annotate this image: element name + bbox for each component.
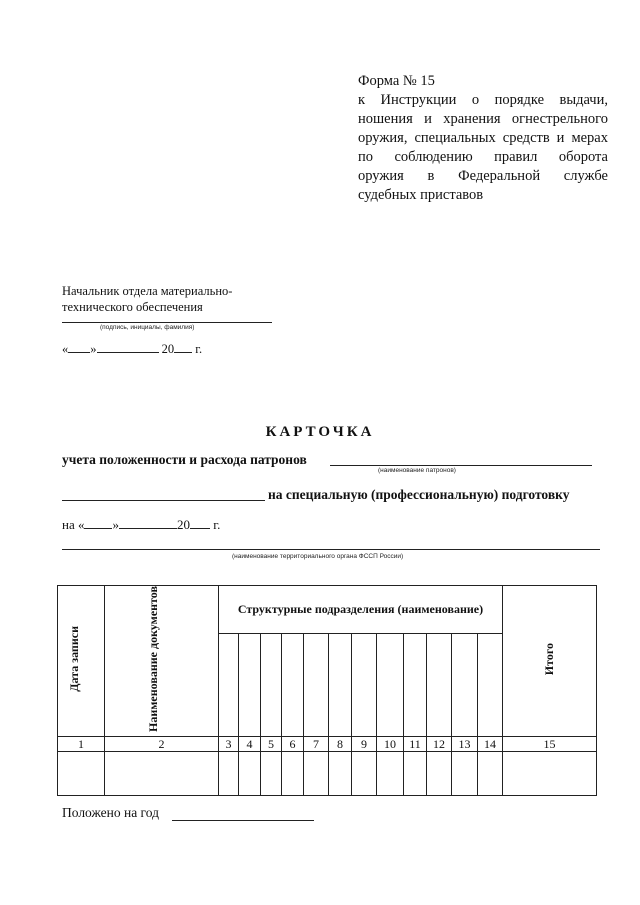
approval-day-field[interactable] [68, 352, 90, 353]
approval-block [62, 283, 232, 315]
unit-header-cell [377, 634, 404, 737]
table-cell[interactable] [404, 752, 427, 796]
table-cell[interactable] [452, 752, 478, 796]
col-num-3: 3 [219, 737, 239, 752]
col-num-5: 5 [261, 737, 282, 752]
approval-year: 20 [161, 342, 175, 356]
col-num-9: 9 [352, 737, 377, 752]
card-date-close: » [112, 517, 119, 532]
allotted-field[interactable] [172, 820, 314, 821]
approval-year-field[interactable] [174, 352, 192, 353]
table-cell[interactable] [352, 752, 377, 796]
unit-header-cell [452, 634, 478, 737]
unit-header-cell [261, 634, 282, 737]
approval-position-1: Начальник отдела материально- [62, 284, 233, 298]
form-number: Форма № 15 [358, 73, 435, 89]
table-row [58, 752, 597, 796]
table-cell[interactable] [261, 752, 282, 796]
card-year-field[interactable] [190, 528, 210, 529]
table-cell[interactable] [503, 752, 597, 796]
table-cell[interactable] [478, 752, 503, 796]
table-cell[interactable] [219, 752, 239, 796]
col-num-10: 10 [377, 737, 404, 752]
table-cell[interactable] [58, 752, 105, 796]
col-num-6: 6 [282, 737, 304, 752]
header-line-4: по соблюдению правил оборота [358, 149, 608, 165]
card-day-field[interactable] [84, 528, 112, 529]
approval-month-field[interactable] [97, 352, 159, 353]
unit-header-cell [239, 634, 261, 737]
header-line-1: к Инструкции о порядке выдачи, [358, 92, 608, 108]
table-cell[interactable] [329, 752, 352, 796]
unit-header-cell [404, 634, 427, 737]
approval-date-open: « [62, 342, 69, 356]
header-line-2: ношения и хранения огнестрельного [358, 111, 608, 127]
cartridge-name-field[interactable] [330, 465, 592, 466]
card-line-2: на специальную (профессиональную) подготовку [268, 487, 570, 502]
unit-header-cell [427, 634, 452, 737]
header-total: Итого [542, 642, 556, 676]
card-date [62, 517, 220, 533]
approval-date-close: » [90, 342, 97, 356]
training-prefix-field[interactable] [62, 500, 265, 501]
col-num-11: 11 [404, 737, 427, 752]
header-line-3: оружия, специальных средств и мерах [358, 130, 608, 146]
column-number-row [58, 737, 597, 752]
table-cell[interactable] [304, 752, 329, 796]
col-num-14: 14 [478, 737, 503, 752]
col-num-13: 13 [452, 737, 478, 752]
header-structural-units: Структурные подразделения (наименование) [219, 586, 503, 634]
cartridge-table [57, 585, 597, 796]
signature-line[interactable] [62, 322, 272, 323]
card-month-field[interactable] [119, 528, 177, 529]
signature-caption: (подпись, инициалы, фамилия) [100, 324, 195, 331]
table-cell[interactable] [427, 752, 452, 796]
unit-header-cell [478, 634, 503, 737]
approval-position-2: технического обеспечения [62, 300, 203, 314]
col-num-1: 1 [58, 737, 105, 752]
col-num-12: 12 [427, 737, 452, 752]
unit-header-cell [352, 634, 377, 737]
card-line-1: учета положенности и расхода патронов [62, 452, 307, 467]
header-date: Дата записи [67, 626, 81, 692]
unit-header-cell [219, 634, 239, 737]
card-title: КАРТОЧКА [265, 424, 375, 440]
col-num-7: 7 [304, 737, 329, 752]
allotted-label: Положено на год [62, 805, 159, 820]
table-cell[interactable] [239, 752, 261, 796]
approval-date [62, 342, 202, 357]
table-cell[interactable] [105, 752, 219, 796]
organization-field[interactable] [62, 549, 600, 550]
form-header [358, 72, 608, 205]
table-cell[interactable] [377, 752, 404, 796]
card-date-prefix: на « [62, 517, 85, 532]
col-num-15: 15 [503, 737, 597, 752]
col-num-2: 2 [105, 737, 219, 752]
col-num-8: 8 [329, 737, 352, 752]
header-total-cell [503, 586, 597, 737]
unit-header-cell [282, 634, 304, 737]
header-date-cell [58, 586, 105, 737]
header-line-5: оружия в Федеральной службе [358, 168, 608, 184]
header-docs-cell [105, 586, 219, 737]
approval-date-suffix: г. [195, 342, 203, 356]
unit-header-cell [329, 634, 352, 737]
card-date-suffix: г. [213, 517, 221, 532]
header-docs: Наименование документов [145, 586, 160, 732]
col-num-4: 4 [239, 737, 261, 752]
table-cell[interactable] [282, 752, 304, 796]
cartridge-caption: (наименование патронов) [378, 467, 456, 474]
allotted-per-year [62, 805, 159, 821]
card-year: 20 [176, 517, 190, 532]
header-line-6: судебных приставов [358, 187, 484, 203]
organization-caption: (наименование территориального органа ФССП России) [232, 553, 404, 560]
unit-header-cell [304, 634, 329, 737]
